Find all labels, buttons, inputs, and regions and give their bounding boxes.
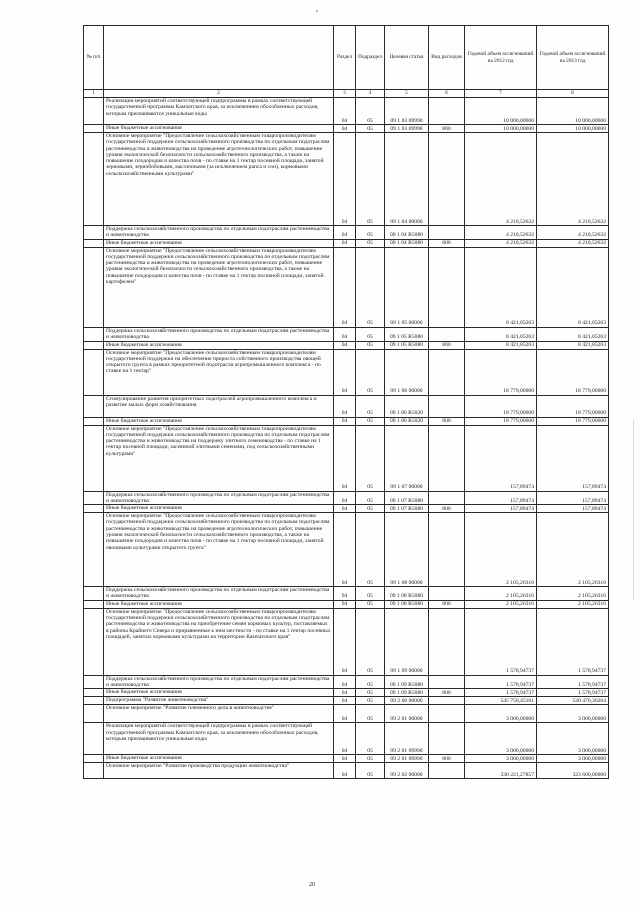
row-expense-type bbox=[429, 763, 465, 779]
table-row bbox=[84, 349, 609, 395]
row-section: 04 bbox=[334, 341, 356, 349]
table-row bbox=[84, 600, 609, 608]
row-amount-2012: 4 210,52632 bbox=[465, 239, 537, 247]
scan-speck bbox=[316, 10, 318, 12]
row-amount-2013: 157,89474 bbox=[537, 425, 609, 491]
row-target-code: 09 2 01 00000 bbox=[385, 705, 429, 723]
row-num bbox=[84, 226, 104, 240]
row-expense-type: 800 bbox=[429, 600, 465, 608]
table-body bbox=[84, 98, 609, 779]
row-expense-type bbox=[429, 608, 465, 675]
row-section: 04 bbox=[334, 247, 356, 327]
row-num bbox=[84, 425, 104, 491]
colnum-4: 4 bbox=[356, 90, 385, 98]
table-row bbox=[84, 239, 609, 247]
row-num bbox=[84, 125, 104, 133]
row-target-code: 09 1 03 09990 bbox=[385, 98, 429, 125]
row-target-code: 09 1 05 R5080 bbox=[385, 341, 429, 349]
row-name: Основное мероприятие "Предоставление сельскохозяйственным товаропроизводителям государственной поддержки сельскохозяйственного производства по отдельным подотраслям растениеводства и животноводства на проведение агротехнологических работ, повышение уровня экологической безопасности сельскохозяйственного производства, а также на повышение плодородия и качества почв - по ставке на 1 гектар посевной площади, занятой зерновыми, зернобобовыми, масличными (за исключением рапса и сои), кормовыми сельскохозяйственными культурами" bbox=[104, 133, 334, 226]
row-name: Поддержка сельскохозяйственного производства по отдельным подотраслям растениеводства и животноводства bbox=[104, 587, 334, 601]
row-amount-2013: 3 000,00000 bbox=[537, 755, 609, 763]
row-target-code: 09 1 04 00000 bbox=[385, 133, 429, 226]
row-subsection: 05 bbox=[356, 491, 385, 505]
row-name: Стимулирование развития приоритетных подотраслей агропромышленного комплекса и развитие малых форм хозяйствования bbox=[104, 395, 334, 417]
row-subsection: 05 bbox=[356, 395, 385, 417]
row-expense-type: 800 bbox=[429, 125, 465, 133]
row-amount-2013: 18 779,00000 bbox=[537, 417, 609, 425]
row-amount-2013: 2 105,26316 bbox=[537, 600, 609, 608]
row-subsection: 05 bbox=[356, 505, 385, 513]
row-num bbox=[84, 239, 104, 247]
row-amount-2012: 18 779,00000 bbox=[465, 349, 537, 395]
row-amount-2012: 330 221,27857 bbox=[465, 763, 537, 779]
row-section: 04 bbox=[334, 608, 356, 675]
colnum-3: 3 bbox=[334, 90, 356, 98]
row-num bbox=[84, 98, 104, 125]
table-row bbox=[84, 341, 609, 349]
row-num bbox=[84, 133, 104, 226]
row-target-code: 09 1 08 R5080 bbox=[385, 600, 429, 608]
row-section: 04 bbox=[334, 513, 356, 587]
row-amount-2013: 1 578,94737 bbox=[537, 689, 609, 697]
row-subsection: 05 bbox=[356, 755, 385, 763]
row-name: Иные бюджетные ассигнования bbox=[104, 689, 334, 697]
colnum-8: 8 bbox=[537, 90, 609, 98]
row-section: 04 bbox=[334, 763, 356, 779]
row-subsection: 05 bbox=[356, 349, 385, 395]
table-row bbox=[84, 133, 609, 226]
row-section: 04 bbox=[334, 587, 356, 601]
row-subsection: 05 bbox=[356, 723, 385, 755]
row-target-code: 09 1 09 00000 bbox=[385, 608, 429, 675]
row-target-code: 09 1 05 00000 bbox=[385, 247, 429, 327]
row-num bbox=[84, 587, 104, 601]
colnum-7: 7 bbox=[465, 90, 537, 98]
table-header-row bbox=[84, 26, 609, 90]
row-num bbox=[84, 697, 104, 705]
row-amount-2012: 157,89474 bbox=[465, 505, 537, 513]
row-subsection: 05 bbox=[356, 705, 385, 723]
row-subsection: 05 bbox=[356, 125, 385, 133]
row-section: 04 bbox=[334, 425, 356, 491]
row-expense-type bbox=[429, 395, 465, 417]
row-section: 04 bbox=[334, 491, 356, 505]
row-num bbox=[84, 600, 104, 608]
row-amount-2013: 18 779,00000 bbox=[537, 349, 609, 395]
row-subsection: 05 bbox=[356, 98, 385, 125]
row-num bbox=[84, 349, 104, 395]
row-amount-2012: 18 779,00000 bbox=[465, 417, 537, 425]
row-expense-type bbox=[429, 425, 465, 491]
colnum-6: 6 bbox=[429, 90, 465, 98]
row-expense-type: 800 bbox=[429, 689, 465, 697]
row-amount-2013: 2 105,26316 bbox=[537, 513, 609, 587]
row-target-code: 09 1 08 00000 bbox=[385, 513, 429, 587]
table-row bbox=[84, 675, 609, 689]
row-expense-type bbox=[429, 349, 465, 395]
row-amount-2012: 3 000,00000 bbox=[465, 755, 537, 763]
row-amount-2012: 3 000,00000 bbox=[465, 723, 537, 755]
row-name: Поддержка сельскохозяйственного производства по отдельным подотраслям растениеводства и животноводства bbox=[104, 675, 334, 689]
row-amount-2012: 18 779,00000 bbox=[465, 395, 537, 417]
row-subsection: 05 bbox=[356, 247, 385, 327]
row-amount-2012: 4 210,52632 bbox=[465, 226, 537, 240]
table-row bbox=[84, 763, 609, 779]
row-num bbox=[84, 417, 104, 425]
row-subsection: 05 bbox=[356, 239, 385, 247]
row-expense-type bbox=[429, 226, 465, 240]
row-amount-2012: 4 210,52632 bbox=[465, 133, 537, 226]
row-name: Основное мероприятие "Предоставление сельскохозяйственным товаропроизводителям государственной поддержки сельскохозяйственного производства по отдельным подотраслям растениеводства и животноводства на проведение агротехнологических работ, повышение уровня экологической безопасности сельскохозяйственного производства, а также на повышение плодородия и качества почв - по ставке на 1 гектар посевной площади, занятой овощными культурами открытого грунта" bbox=[104, 513, 334, 587]
row-amount-2013: 10 000,00000 bbox=[537, 98, 609, 125]
row-amount-2013: 1 578,94737 bbox=[537, 608, 609, 675]
row-expense-type bbox=[429, 98, 465, 125]
row-subsection: 05 bbox=[356, 341, 385, 349]
row-target-code: 09 1 04 R5080 bbox=[385, 239, 429, 247]
row-section: 04 bbox=[334, 327, 356, 341]
table-row bbox=[84, 226, 609, 240]
table-row bbox=[84, 505, 609, 513]
row-section: 04 bbox=[334, 689, 356, 697]
row-section: 04 bbox=[334, 600, 356, 608]
row-amount-2013: 3 000,00000 bbox=[537, 705, 609, 723]
row-amount-2013: 157,89474 bbox=[537, 505, 609, 513]
row-num bbox=[84, 491, 104, 505]
row-name: Иные бюджетные ассигнования bbox=[104, 755, 334, 763]
row-subsection: 05 bbox=[356, 327, 385, 341]
header-target: Целевая статья bbox=[385, 26, 429, 90]
row-subsection: 05 bbox=[356, 675, 385, 689]
table-row bbox=[84, 491, 609, 505]
row-name: Иные бюджетные ассигнования bbox=[104, 600, 334, 608]
row-amount-2012: 1 578,94737 bbox=[465, 608, 537, 675]
row-num bbox=[84, 723, 104, 755]
header-year-2012: Годовой объем ассигнований на 2012 год bbox=[465, 26, 537, 90]
row-amount-2013: 8 421,05263 bbox=[537, 327, 609, 341]
row-amount-2013: 323 600,00000 bbox=[537, 763, 609, 779]
table-row bbox=[84, 723, 609, 755]
row-name: Иные бюджетные ассигнования bbox=[104, 125, 334, 133]
row-num bbox=[84, 327, 104, 341]
row-target-code: 09 1 08 R5080 bbox=[385, 587, 429, 601]
row-expense-type bbox=[429, 675, 465, 689]
row-target-code: 09 1 06 R5020 bbox=[385, 417, 429, 425]
header-section: Раздел bbox=[334, 26, 356, 90]
row-amount-2012: 545 750,45101 bbox=[465, 697, 537, 705]
row-section: 04 bbox=[334, 226, 356, 240]
row-subsection: 05 bbox=[356, 417, 385, 425]
row-section: 04 bbox=[334, 98, 356, 125]
row-amount-2012: 10 000,00000 bbox=[465, 125, 537, 133]
row-name: Основное мероприятие "Предоставление сельскохозяйственным товаропроизводителям государственной поддержки сельскохозяйственного производства по отдельным подотраслям растениеводства и животноводства на проведение агротехнологических работ, повышение уровня экологической безопасности сельскохозяйственного производства, а также на повышение плодородия и качества почв - по ставке на 1 гектар посевной площади, занятой картофелем" bbox=[104, 247, 334, 327]
row-name: Основное мероприятие "Развитие производства продукции животноводства" bbox=[104, 763, 334, 779]
row-target-code: 09 1 06 00000 bbox=[385, 349, 429, 395]
header-subsection: Подраздел bbox=[356, 26, 385, 90]
row-num bbox=[84, 705, 104, 723]
row-num bbox=[84, 341, 104, 349]
colnum-2: 2 bbox=[104, 90, 334, 98]
row-subsection: 05 bbox=[356, 608, 385, 675]
row-expense-type bbox=[429, 587, 465, 601]
row-target-code: 09 1 07 00000 bbox=[385, 425, 429, 491]
header-name bbox=[104, 26, 334, 90]
page-number: 20 bbox=[309, 882, 315, 888]
row-name: Иные бюджетные ассигнования bbox=[104, 505, 334, 513]
row-subsection: 05 bbox=[356, 513, 385, 587]
row-section: 04 bbox=[334, 755, 356, 763]
colnum-1: 1 bbox=[84, 90, 104, 98]
row-target-code: 09 1 06 R5020 bbox=[385, 395, 429, 417]
row-subsection: 05 bbox=[356, 689, 385, 697]
table-row bbox=[84, 98, 609, 125]
row-num bbox=[84, 505, 104, 513]
row-amount-2013: 4 210,52632 bbox=[537, 226, 609, 240]
table-row bbox=[84, 425, 609, 491]
row-amount-2013: 1 578,94737 bbox=[537, 675, 609, 689]
budget-table bbox=[83, 25, 609, 779]
row-target-code: 09 1 04 R5080 bbox=[385, 226, 429, 240]
row-expense-type: 800 bbox=[429, 505, 465, 513]
scan-margin-mark bbox=[633, 420, 634, 600]
row-target-code: 09 2 01 09990 bbox=[385, 723, 429, 755]
row-amount-2012: 8 421,05263 bbox=[465, 341, 537, 349]
row-expense-type: 800 bbox=[429, 417, 465, 425]
row-amount-2013: 4 210,52632 bbox=[537, 239, 609, 247]
row-amount-2012: 1 578,94737 bbox=[465, 689, 537, 697]
row-subsection: 05 bbox=[356, 763, 385, 779]
row-target-code: 09 1 07 R5080 bbox=[385, 491, 429, 505]
row-name: Основное мероприятие "Развитие племенного дела в животноводстве" bbox=[104, 705, 334, 723]
table-row bbox=[84, 247, 609, 327]
row-subsection: 05 bbox=[356, 425, 385, 491]
row-name: Основное мероприятие "Предоставление сельскохозяйственным товаропроизводителям государственной поддержки сельскохозяйственного производства по отдельным подотраслям растениеводства и животноводства на поддержку элитного семеноводства - по ставке на 1 гектар посевной площади, засеянной элитными семенами, под сельскохозяйственными культурами" bbox=[104, 425, 334, 491]
row-subsection: 05 bbox=[356, 133, 385, 226]
row-name: Реализация мероприятий соответствующей подпрограммы в рамках соответствующей государственной программы Камчатского края, за исключением обособленных расходов, которым присваиваются уникальные коды bbox=[104, 98, 334, 125]
table-row bbox=[84, 417, 609, 425]
table-row bbox=[84, 125, 609, 133]
row-amount-2012: 2 105,26316 bbox=[465, 587, 537, 601]
row-section: 04 bbox=[334, 705, 356, 723]
row-section: 04 bbox=[334, 697, 356, 705]
header-expense-type: Вид расходов bbox=[429, 26, 465, 90]
table-row bbox=[84, 327, 609, 341]
table-row bbox=[84, 697, 609, 705]
row-name: Иные бюджетные ассигнования bbox=[104, 239, 334, 247]
row-amount-2012: 8 421,05263 bbox=[465, 327, 537, 341]
table-row bbox=[84, 395, 609, 417]
row-section: 04 bbox=[334, 723, 356, 755]
row-target-code: 09 2 00 00000 bbox=[385, 697, 429, 705]
row-name: Подпрограмма "Развитие животноводства" bbox=[104, 697, 334, 705]
row-target-code: 09 1 05 R5080 bbox=[385, 327, 429, 341]
row-expense-type: 800 bbox=[429, 341, 465, 349]
row-amount-2013: 520 470,36264 bbox=[537, 697, 609, 705]
row-num bbox=[84, 675, 104, 689]
row-amount-2012: 10 000,00000 bbox=[465, 98, 537, 125]
row-target-code: 09 1 07 R5080 bbox=[385, 505, 429, 513]
row-target-code: 09 1 09 R5080 bbox=[385, 689, 429, 697]
row-section: 04 bbox=[334, 675, 356, 689]
table-row bbox=[84, 705, 609, 723]
row-amount-2012: 1 578,94737 bbox=[465, 675, 537, 689]
row-subsection: 05 bbox=[356, 697, 385, 705]
row-num bbox=[84, 247, 104, 327]
row-amount-2012: 8 421,05263 bbox=[465, 247, 537, 327]
row-amount-2013: 157,89474 bbox=[537, 491, 609, 505]
row-amount-2013: 3 000,00000 bbox=[537, 723, 609, 755]
row-section: 04 bbox=[334, 505, 356, 513]
row-name: Реализация мероприятий соответствующей подпрограммы в рамках соответствующей государственной программы Камчатского края, за исключением обособленных расходов, которым присваиваются уникальные коды bbox=[104, 723, 334, 755]
row-amount-2013: 10 000,00000 bbox=[537, 125, 609, 133]
row-amount-2013: 18 779,00000 bbox=[537, 395, 609, 417]
row-amount-2012: 3 000,00000 bbox=[465, 705, 537, 723]
row-subsection: 05 bbox=[356, 600, 385, 608]
row-expense-type bbox=[429, 133, 465, 226]
table-row bbox=[84, 513, 609, 587]
row-name: Поддержка сельскохозяйственного производства по отдельным подотраслям растениеводства и животноводства bbox=[104, 226, 334, 240]
row-num bbox=[84, 608, 104, 675]
row-target-code: 09 2 01 09990 bbox=[385, 755, 429, 763]
row-section: 04 bbox=[334, 395, 356, 417]
row-target-code: 09 1 03 09990 bbox=[385, 125, 429, 133]
row-subsection: 05 bbox=[356, 587, 385, 601]
row-amount-2013: 4 210,52632 bbox=[537, 133, 609, 226]
row-expense-type bbox=[429, 247, 465, 327]
row-expense-type bbox=[429, 723, 465, 755]
row-name: Основное мероприятие "Предоставление сельскохозяйственным товаропроизводителям государственной поддержки на обеспечение прироста собственного производства овощей открытого грунта в рамках приоритетной подотрасли агропромышленного комплекса - по ставке на 1 гектар" bbox=[104, 349, 334, 395]
row-section: 04 bbox=[334, 417, 356, 425]
row-name: Поддержка сельскохозяйственного производства по отдельным подотраслям растениеводства и животноводства bbox=[104, 327, 334, 341]
column-number-row bbox=[84, 90, 609, 98]
row-expense-type bbox=[429, 327, 465, 341]
table-row bbox=[84, 689, 609, 697]
table-row bbox=[84, 755, 609, 763]
row-num bbox=[84, 513, 104, 587]
row-amount-2013: 8 421,05263 bbox=[537, 341, 609, 349]
row-subsection: 05 bbox=[356, 226, 385, 240]
row-expense-type bbox=[429, 697, 465, 705]
row-name: Иные бюджетные ассигнования bbox=[104, 341, 334, 349]
row-amount-2013: 2 105,26316 bbox=[537, 587, 609, 601]
row-num bbox=[84, 755, 104, 763]
row-amount-2012: 2 105,26316 bbox=[465, 600, 537, 608]
header-num: № п/п bbox=[84, 26, 104, 90]
row-section: 04 bbox=[334, 133, 356, 226]
row-target-code: 09 1 09 R5080 bbox=[385, 675, 429, 689]
row-name: Основное мероприятие "Предоставление сельскохозяйственным товаропроизводителям государственной поддержки сельскохозяйственного производства по отдельным подотраслям растениеводства и животноводства на приобретение семян кормовых культур, поставляемых в районы Крайнего Севера и приравненные к ним местности - по ставке на 1 гектар посевных площадей, занятых кормовыми культурами на территории Камчатского края" bbox=[104, 608, 334, 675]
table-row bbox=[84, 587, 609, 601]
row-amount-2012: 157,89474 bbox=[465, 425, 537, 491]
row-name: Иные бюджетные ассигнования bbox=[104, 417, 334, 425]
row-num bbox=[84, 395, 104, 417]
header-year-2013: Годовой объем ассигнований на 2013 год bbox=[537, 26, 609, 90]
row-expense-type: 800 bbox=[429, 239, 465, 247]
row-expense-type bbox=[429, 513, 465, 587]
row-amount-2012: 2 105,26316 bbox=[465, 513, 537, 587]
row-section: 04 bbox=[334, 349, 356, 395]
colnum-5: 5 bbox=[385, 90, 429, 98]
row-section: 04 bbox=[334, 125, 356, 133]
row-target-code: 09 2 02 00000 bbox=[385, 763, 429, 779]
row-num bbox=[84, 763, 104, 779]
row-expense-type: 800 bbox=[429, 755, 465, 763]
row-section: 04 bbox=[334, 239, 356, 247]
row-name: Поддержка сельскохозяйственного производства по отдельным подотраслям растениеводства и животноводства bbox=[104, 491, 334, 505]
row-amount-2012: 157,89474 bbox=[465, 491, 537, 505]
row-num bbox=[84, 689, 104, 697]
row-expense-type bbox=[429, 491, 465, 505]
row-expense-type bbox=[429, 705, 465, 723]
table-row bbox=[84, 608, 609, 675]
row-amount-2013: 8 421,05263 bbox=[537, 247, 609, 327]
